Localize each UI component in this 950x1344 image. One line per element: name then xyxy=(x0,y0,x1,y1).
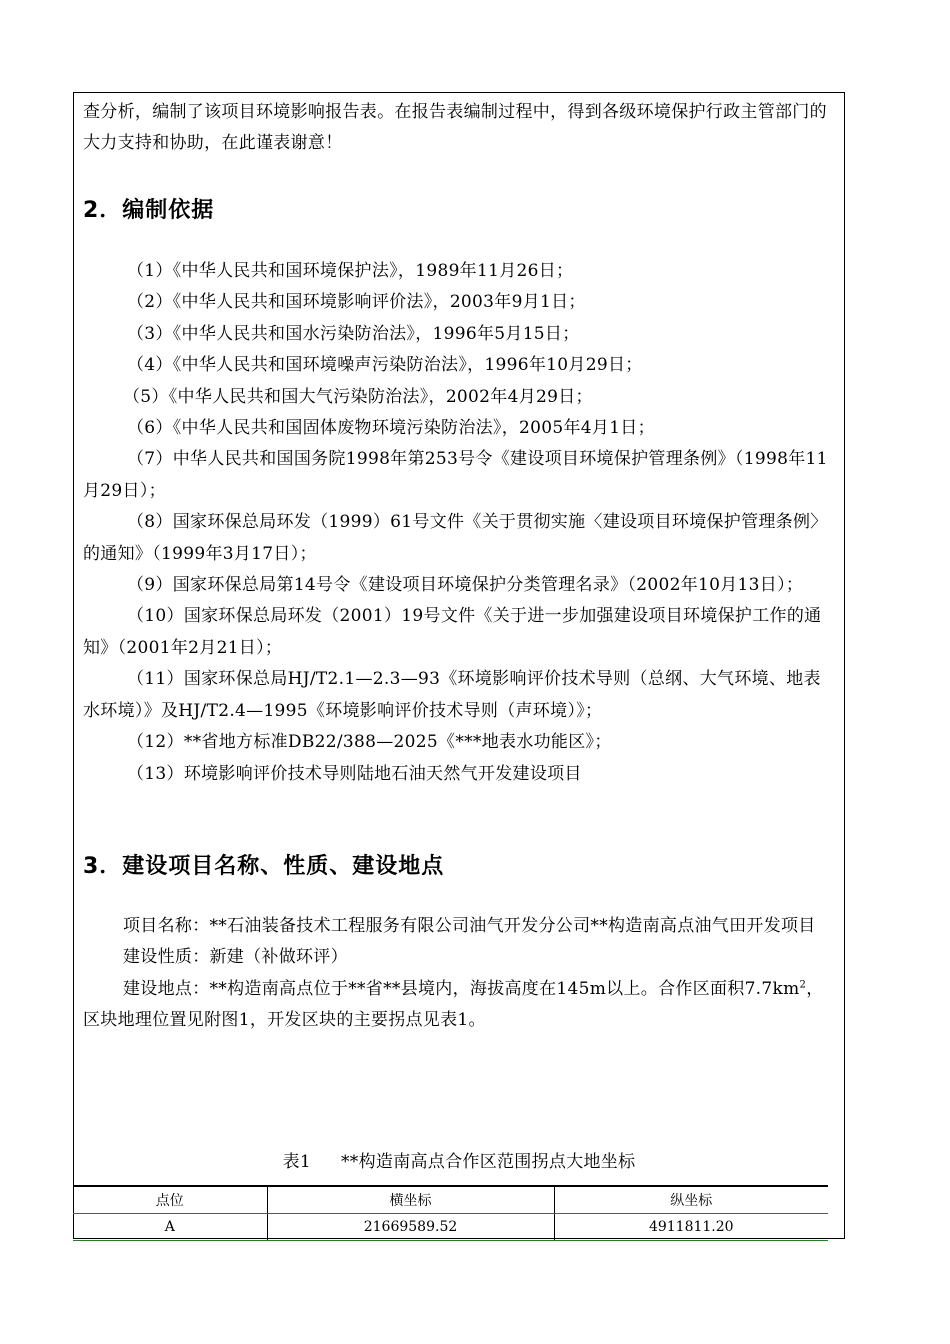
list-item: （1）《中华人民共和国环境保护法》，1989年11月26日； xyxy=(127,261,574,281)
location-text-a: 建设地点：**构造南高点位于**省**县境内，海拔高度在145m以上。合作区面积7.7km xyxy=(123,978,800,999)
list-item: （5）《中华人民共和国大气污染防治法》，2002年4月29日； xyxy=(123,386,593,407)
list-item: （7）中华人民共和国国务院1998年第253号令《建设项目环境保护管理条例》（1998年11月29日）； xyxy=(83,449,828,501)
list-item: （4）《中华人民共和国环境噪声污染防治法》，1996年10月29日； xyxy=(127,355,643,376)
list-item: （11）国家环保总局HJ/T2.1—2.3—93《环境影响评价技术导则（总纲、大气环境、地表水环境）》及HJ/T2.4—1995《环境影响评价技术导则（声环境）》； xyxy=(83,669,821,721)
project-nature-paragraph: 建设性质：新建（补做环评） xyxy=(123,947,348,968)
list-item: （12）**省地方标准DB22/388—2025《***地表水功能区》； xyxy=(127,732,612,753)
list-item: （10）国家环保总局环发（2001）19号文件《关于进一步加强建设项目环境保护工作的通知》（2001年2月21日）； xyxy=(83,606,822,658)
list-item: （8）国家环保总局环发（1999）61号文件《关于贯彻实施〈建设项目环境保护管理条例〉的通知》（1999年3月17日）； xyxy=(83,512,828,564)
table-caption xyxy=(73,1147,845,1172)
location-text-b: ，区块地理位置见附图1，开发区块的主要拐点见表1。 xyxy=(83,978,824,1031)
table-row xyxy=(73,1214,828,1241)
intro-paragraph: 查分析，编制了该项目环境影响报告表。在报告表编制过程中，得到各级环境保护行政主管部门的大力支持和协助，在此谨表谢意！ xyxy=(83,102,827,154)
list-item: （2）《中华人民共和国环境影响评价法》，2003年9月1日； xyxy=(127,292,586,313)
project-info xyxy=(83,911,838,1037)
section-3-heading: 3．建设项目名称、性质、建设地点 xyxy=(83,854,445,879)
area-unit-superscript: 2 xyxy=(799,979,807,991)
list-item: （9）国家环保总局第14号令《建设项目环境保护分类管理名录》（2002年10月13日）； xyxy=(127,575,804,596)
table-caption-number: 表1 xyxy=(282,1152,311,1172)
column-header-y: 纵坐标 xyxy=(554,1186,828,1214)
list-item: （6）《中华人民共和国固体废物环境污染防治法》，2005年4月1日； xyxy=(127,418,655,439)
project-name-paragraph: 项目名称：**石油装备技术工程服务有限公司油气开发分公司**构造南高点油气田开发项目 xyxy=(123,916,816,936)
list-item: （3）《中华人民共和国水污染防治法》，1996年5月15日； xyxy=(127,323,580,344)
table-caption-title: **构造南高点合作区范围拐点大地坐标 xyxy=(341,1152,636,1172)
coordinates-table xyxy=(73,1185,828,1241)
cell-y: 4911811.20 xyxy=(554,1214,828,1241)
project-location-paragraph xyxy=(83,974,838,1037)
cell-x: 21669589.52 xyxy=(267,1214,554,1241)
column-header-x: 横坐标 xyxy=(267,1186,554,1214)
basis-list xyxy=(83,256,838,790)
list-item: （13）环境影响评价技术导则陆地石油天然气开发建设项目 xyxy=(127,763,582,784)
cell-point: A xyxy=(73,1214,267,1241)
column-header-point: 点位 xyxy=(73,1186,267,1214)
table-header-row xyxy=(73,1186,828,1214)
section-2-heading: 2．编制依据 xyxy=(83,198,215,223)
